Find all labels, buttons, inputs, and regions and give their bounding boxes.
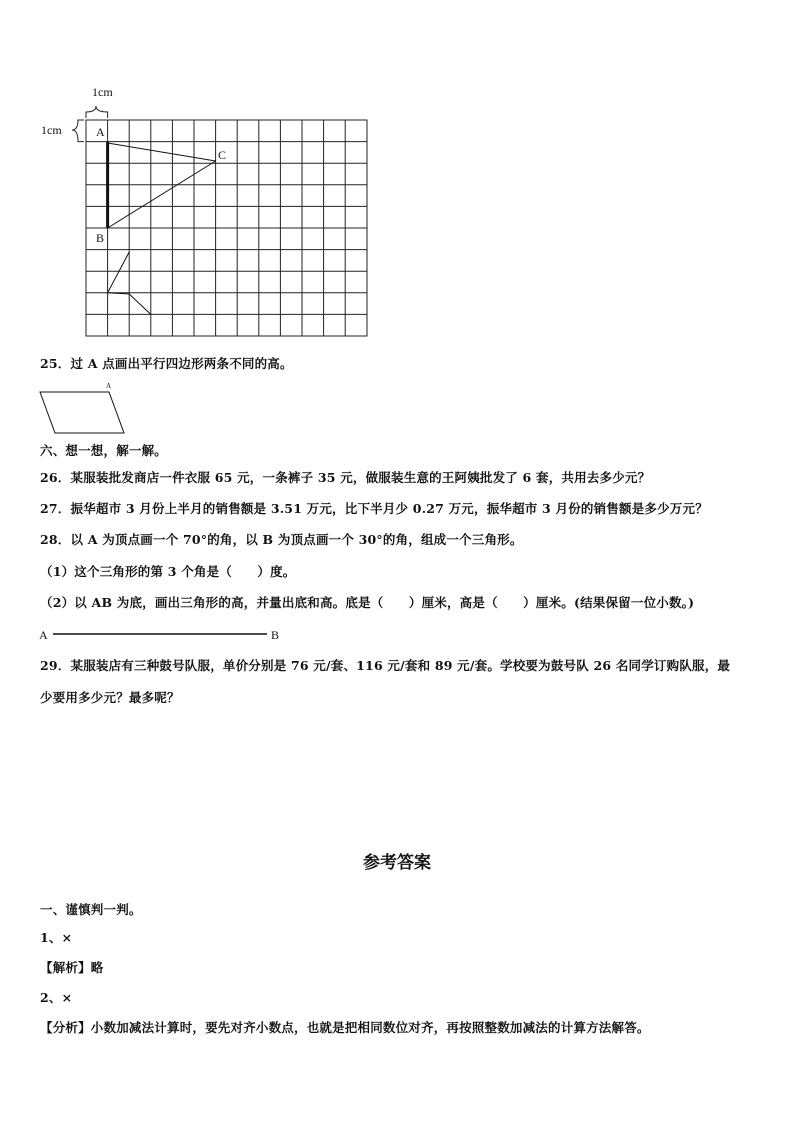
segment-point-b: B [271,628,280,642]
question-28: 28．以 A 为顶点画一个 70°的角，以 B 为顶点画一个 30°的角，组成一个三角形。 [40,532,523,547]
section-6-heading: 六、想一想，解一解。 [40,443,168,458]
segment-bc [108,161,216,228]
parallelogram-point-a: A [106,382,112,390]
unit-bracket-left [72,120,84,142]
answers-section-1: 一、谨慎判一判。 [40,902,142,917]
segment-ac [108,143,216,161]
unit-label-top: 1cm [92,85,113,99]
question-28-part-1: （1）这个三角形的第 3 个角是（ ）度。 [40,564,296,579]
answer-1: 1、× [40,930,73,945]
unit-bracket-top [86,106,108,118]
answer-2-note: 【分析】小数加减法计算时，要先对齐小数点，也就是把相同数位对齐，再按照整数加减法的计算方法解答。 [40,1020,650,1035]
segment-ab-figure [36,624,286,644]
question-26: 26．某服装批发商店一件衣服 65 元，一条裤子 35 元，做服装生意的王阿姨批发了 6 套，共用去多少元？ [40,470,651,485]
parallelogram-figure [36,378,136,440]
segment-point-a: A [39,628,48,642]
point-a-label: A [96,125,105,139]
point-c-label: C [218,148,227,162]
answer-1-note: 【解析】略 [40,960,104,975]
unit-label-left: 1cm [41,123,62,137]
grid-lines [86,120,367,336]
question-28-part-2: （2）以 AB 为底，画出三角形的高，并量出底和高。底是（ ）厘米，高是（ ）厘米。(结果保留一位小数。) [40,595,695,610]
question-27: 27．振华超市 3 月份上半月的销售额是 3.51 万元，比下半月少 0.27 万元，振华超市 3 月份的销售额是多少万元？ [40,501,708,516]
answers-title: 参考答案 [363,853,431,873]
question-29-line-1: 29．某服装店有三种鼓号队服，单价分别是 76 元/套、116 元/套和 89 元/套。学校要为鼓号队 26 名同学订购队服，最 [40,658,731,673]
point-b-label: B [96,231,105,245]
grid-figure [36,82,376,342]
answer-2: 2、× [40,990,73,1005]
question-29-line-2: 少要用多少元？最多呢？ [40,690,180,705]
question-25: 25．过 A 点画出平行四边形两条不同的高。 [40,356,293,371]
